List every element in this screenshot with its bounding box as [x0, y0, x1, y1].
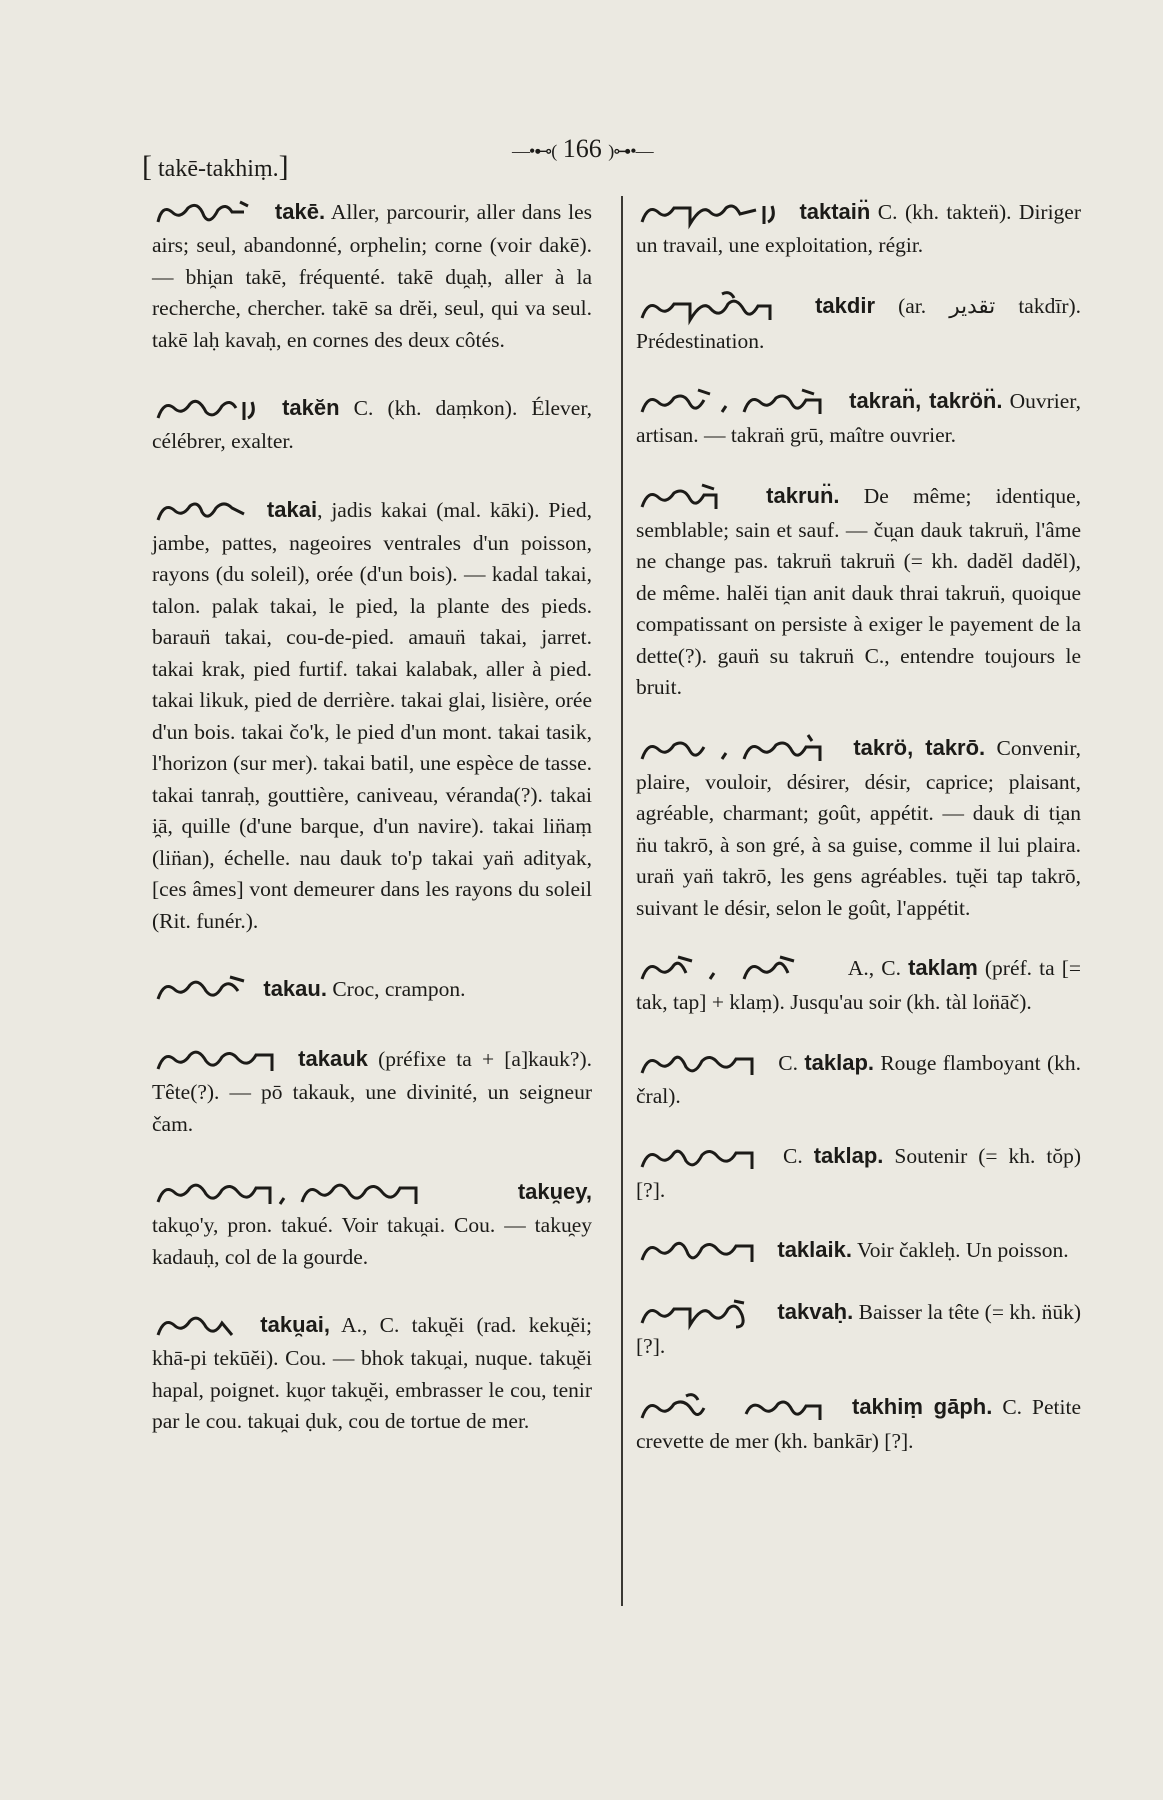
definition: Convenir, plaire, vouloir, désirer, désir, caprice; plaisant, agréable, charmant; goût, appétit. — dauk di ti̯an n̈u takrō, à son gré, à sa guise, comme il lui plaira. uran̈ yan̈ takrō, les gens agréables. tu̯ĕi tap takrō, suivant le désir, selon le goût, l'appétit. — [636, 735, 1082, 920]
definition: (préf. ta [= tak, tap] + klaṃ). Jusqu'au soir (kh. tàl lon̈āč). — [636, 956, 1082, 1015]
headword: takran̈, takrön̈. — [849, 388, 1003, 414]
cham-script-glyph — [152, 496, 252, 528]
headword: taklaik. — [777, 1237, 852, 1262]
entry-takuey — [152, 1176, 592, 1273]
definition: , jadis kakai (mal. kāki). Pied, jambe, pattes, nageoires ventrales d'un poisson, rayons (du soleil), orée (d'un bois). — kadal takai, talon. palak takai, le pied, la plante des pieds. baraun̈ takai, cou-de-pied. amaun̈ takai, jarret. takai krak, pied furtif. takai kalabak, aller à pied. takai likuk, pied de derrière. takai glai, lisière, orée d'un bois. takai čo'k, le pied d'un mont. takai tasik, l'horizon (sur mer). takai batil, une espèce de tasse. takai tanraḥ, gouttière, caniveau, véranda(?). takai i̯ā, quille (d'une barque, d'un navire). takai lin̈aṃ (lin̈an), échelle. nau dauk to'p takai yan̈ adityak, [ces âmes] vont demeurer dans les rayons du soleil (Rit. funér.). — [152, 497, 593, 933]
origin-tag: C. — [778, 1050, 799, 1075]
headword: takdir — [815, 292, 876, 318]
origin-tag: A., C. — [847, 956, 901, 981]
cham-script-glyph — [152, 394, 262, 426]
cham-script-glyph — [152, 1311, 242, 1343]
page-number: —•⊷( 166 )⊶•— — [512, 134, 653, 163]
headword: taktain̈ — [799, 199, 871, 224]
entry-takai — [152, 494, 592, 938]
right-column — [636, 196, 1081, 1485]
origin-tag: C. — [353, 396, 374, 421]
entry-takau — [152, 973, 592, 1007]
cham-script-glyph — [636, 198, 786, 230]
entry-takrun — [636, 480, 1081, 704]
cham-script-glyph — [636, 1049, 766, 1081]
origin-tag: C. — [783, 1144, 803, 1169]
definition: Ouvrier, artisan. — takran̈ grū, maître ouvrier. — [636, 389, 1081, 448]
cham-script-glyph — [636, 1392, 836, 1426]
cham-script-glyph — [636, 1143, 766, 1175]
definition: Petite crevette de mer (kh. bankār) [?]. — [636, 1394, 1081, 1453]
headword: taklap. — [804, 1049, 875, 1075]
headword: takrö, takrō. — [853, 734, 986, 760]
headword: takhiṃ gāph. — [852, 1393, 993, 1419]
definition: (kh. daṃkon). Élever, célébrer, exalter. — [152, 396, 593, 454]
headword: takē. — [274, 199, 326, 224]
definition: (kh. takten̈). Diriger un travail, une exploitation, régir. — [636, 200, 1082, 258]
headword: takrun̈. — [766, 482, 840, 508]
definition: Soutenir (= kh. tŏp) [?]. — [636, 1144, 1082, 1202]
headword: takai — [266, 496, 318, 522]
page-header-range: [ takē-takhiṃ.] — [142, 150, 289, 183]
entry-taktain — [636, 196, 1081, 262]
entry-takvah — [636, 1296, 1081, 1363]
entry-taklap-1 — [636, 1047, 1081, 1113]
definition: (ar. تقدير takdīr). Prédestination. — [636, 293, 1082, 353]
left-column — [152, 196, 592, 1474]
entry-takdir — [636, 290, 1081, 358]
origin-tag: C. — [1002, 1394, 1023, 1419]
definition: Rouge flamboyant (kh. čral). — [636, 1050, 1081, 1108]
cham-script-glyph — [636, 953, 836, 987]
definition: taku̯ĕi (rad. keku̯ĕi; khā-pi tekūĕi). Cou. — bhok taku̯ai, nuque. taku̯ĕi hapal, poignet. ku̯or taku̯ĕi, embrasser le cou, tenir par le cou. taku̯ai ḍuk, cou de tortue de mer. — [152, 1313, 592, 1434]
entry-takuai — [152, 1309, 592, 1438]
cham-script-glyph — [636, 733, 836, 767]
definition: De même; identique, semblable; sain et sauf. — ču̯an dauk takrun̈, l'âme ne change pas. takrun̈ takrun̈ (= kh. dadĕl dadĕl), de même. halĕi ti̯an anit dauk thrai takrun̈, quoique compatissant on persiste à exiger le payement de la dette(?). gaun̈ su takrun̈ C., entendre toujours le bruit. — [636, 483, 1081, 700]
headword: taklap. — [813, 1143, 884, 1169]
headword: taku̯ai, — [260, 1312, 330, 1338]
entry-takauk — [152, 1043, 592, 1140]
cham-script-glyph — [152, 1178, 452, 1210]
headword: takauk — [298, 1046, 368, 1072]
definition: Croc, crampon. — [332, 977, 466, 1002]
entry-take — [152, 196, 592, 356]
entry-taken — [152, 392, 592, 458]
entry-takhim — [636, 1391, 1081, 1458]
cham-script-glyph — [636, 1297, 766, 1331]
origin-tag: C. — [877, 200, 898, 224]
origin-tag: A., C. — [341, 1313, 400, 1338]
definition: Baisser la tête (= kh. n̈ūk) [?]. — [636, 1300, 1082, 1359]
headword: takĕn — [282, 395, 340, 421]
cham-script-glyph — [636, 386, 836, 420]
cham-script-glyph — [636, 1236, 766, 1268]
entry-taklap-2 — [636, 1140, 1081, 1206]
definition: (préfixe ta + [a]kauk?). Tête(?). — pō takauk, une divinité, un seigneur čam. — [152, 1047, 592, 1136]
cham-script-glyph — [636, 290, 786, 326]
header-range-text: takē-takhiṃ. — [158, 156, 279, 182]
cham-script-glyph — [636, 481, 736, 515]
entry-takran — [636, 385, 1081, 452]
entry-taklam — [636, 952, 1081, 1019]
definition: Aller, parcourir, aller dans les airs; seul, abandonné, orphelin; corne (voir dakē). — bhi̯an takē, fréquenté. takē du̯aḥ, aller à la recherche, chercher. takē sa drĕi, seul, qui va seul. takē laḥ kavaḥ, en cornes des deux côtés. — [152, 200, 592, 352]
cham-script-glyph — [152, 1045, 282, 1077]
headword: taku̯ey, — [517, 1179, 592, 1205]
cham-script-glyph — [152, 198, 262, 230]
entry-takro — [636, 732, 1081, 925]
definition: taku̯o'y, pron. takué. Voir taku̯ai. Cou. — taku̯ey kadauḥ, col de la gourde. — [152, 1213, 592, 1269]
entry-taklaik — [636, 1234, 1081, 1268]
cham-script-glyph — [152, 975, 252, 1007]
headword: taklaṃ — [908, 955, 978, 981]
definition: Voir čakleḥ. Un poisson. — [856, 1238, 1069, 1262]
page-number-text: 166 — [562, 134, 602, 163]
headword: takau. — [263, 976, 327, 1002]
headword: takvaḥ. — [777, 1299, 854, 1325]
column-divider — [621, 196, 623, 1606]
